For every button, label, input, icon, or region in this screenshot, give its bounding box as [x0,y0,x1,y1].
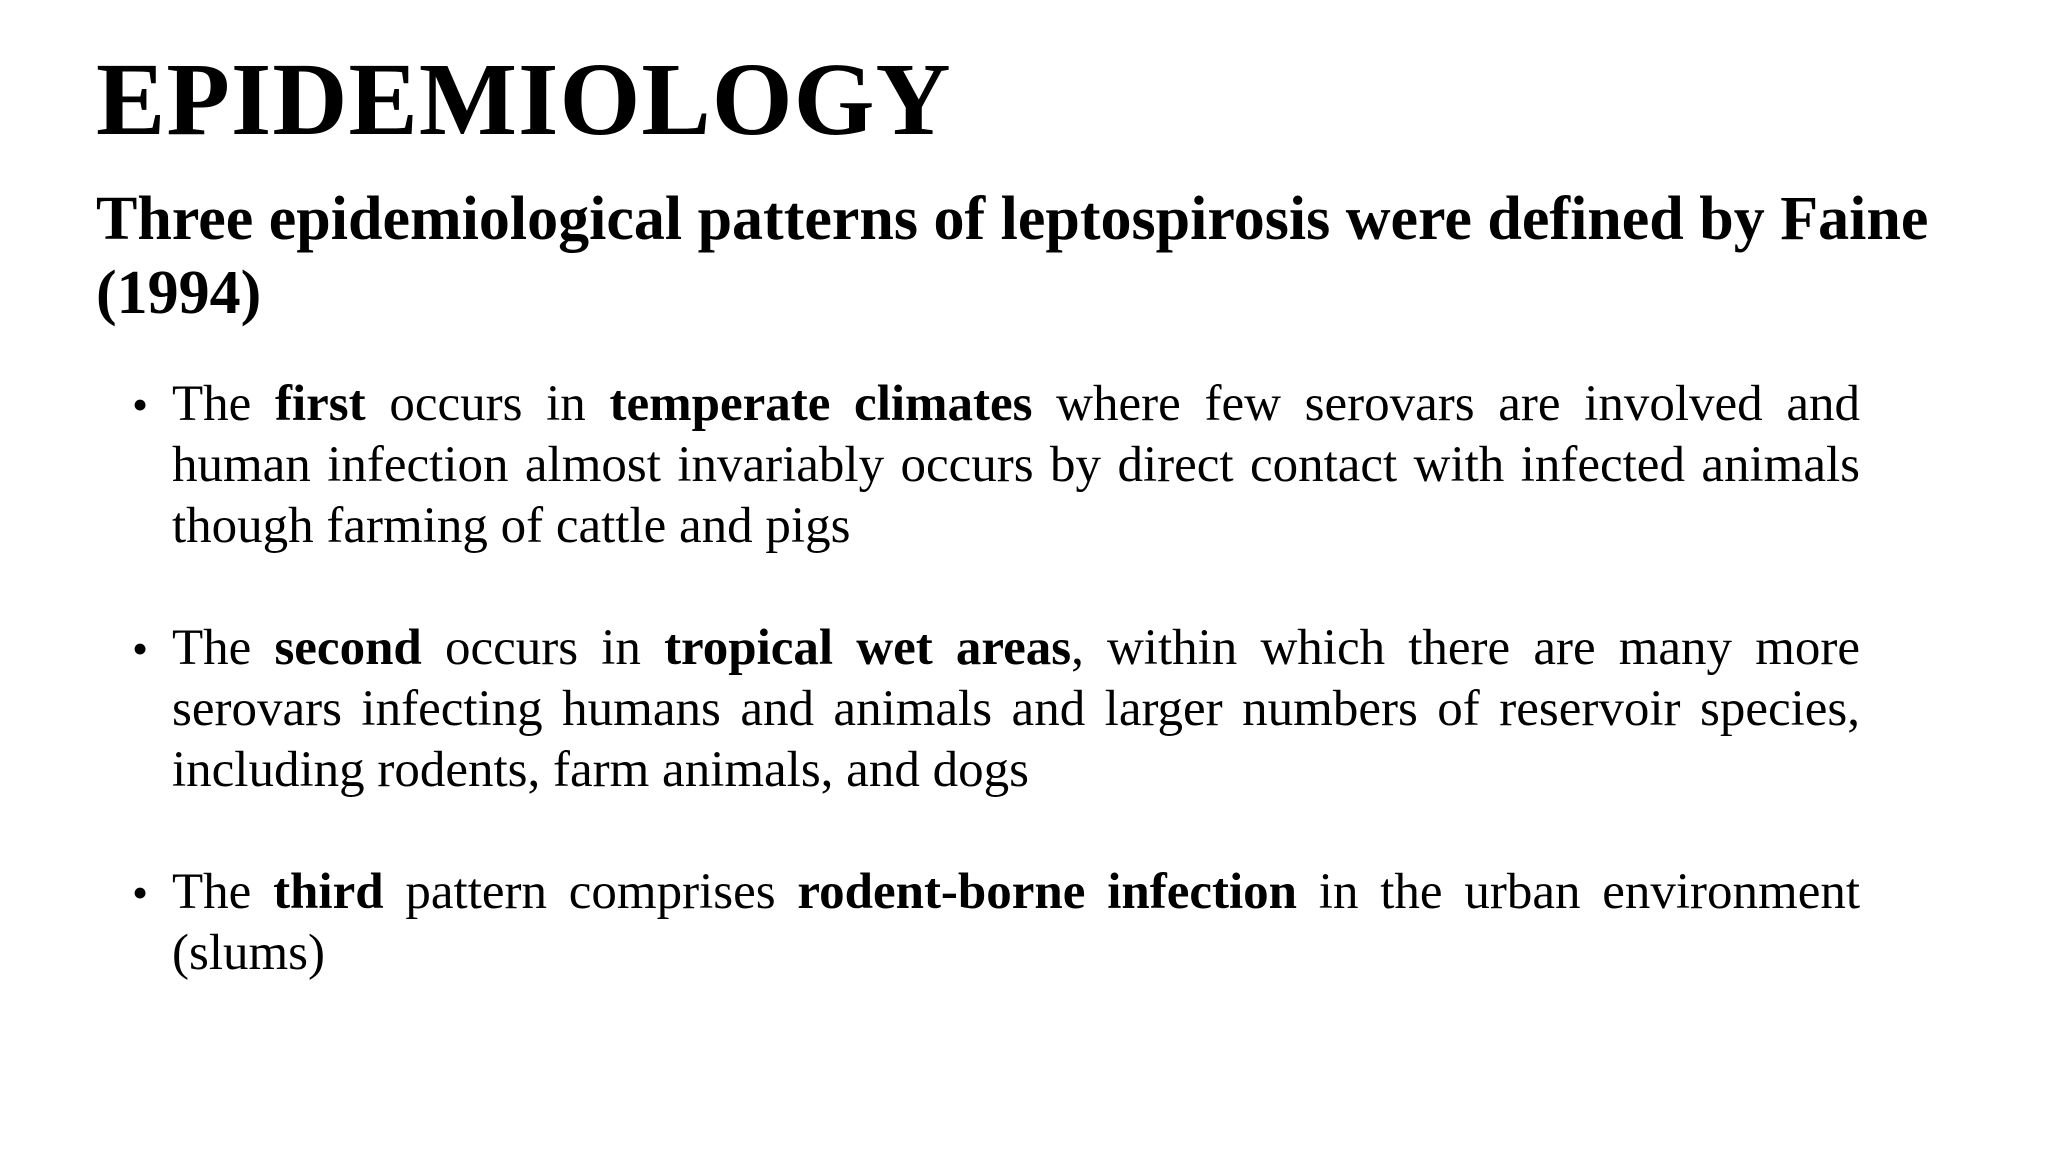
slide-title: EPIDEMIOLOGY [96,42,952,157]
bullet-emphasis: tropical wet areas [664,620,1072,676]
bullet-text: pattern comprises [383,864,798,920]
bullet-marker: • [132,867,149,918]
bullet-item-first-pattern [132,374,1860,557]
bullet-text: in the urban environment (slums) [172,864,1860,981]
bullet-emphasis: second [274,620,422,676]
bullet-marker: • [132,623,149,674]
slide-subtitle: Three epidemiological patterns of leptospirosis were defined by Faine (1994) [96,185,1929,327]
bullet-emphasis: rodent-borne infection [797,864,1297,920]
bullet-item-second-pattern [132,618,1860,801]
bullet-emphasis: first [275,376,366,432]
bullet-item-third-pattern [132,862,1860,984]
bullet-text: occurs in [421,620,665,676]
bullet-emphasis: third [273,864,384,920]
bullet-text: occurs in [365,376,610,432]
bullet-text: where few serovars are involved and human infection almost invariably occurs by direct contact with infected animals though farming of cattle and pigs [172,376,1860,554]
bullet-text: The [172,864,274,920]
bullet-list [132,374,1860,1045]
bullet-text: The [172,620,275,676]
bullet-text: , within which there are many more serovars infecting humans and animals and larger numbers of reservoir species, including rodents, farm animals, and dogs [172,620,1860,798]
bullet-text: The [172,376,275,432]
bullet-marker: • [132,379,149,430]
bullet-emphasis: temperate climates [609,376,1033,432]
